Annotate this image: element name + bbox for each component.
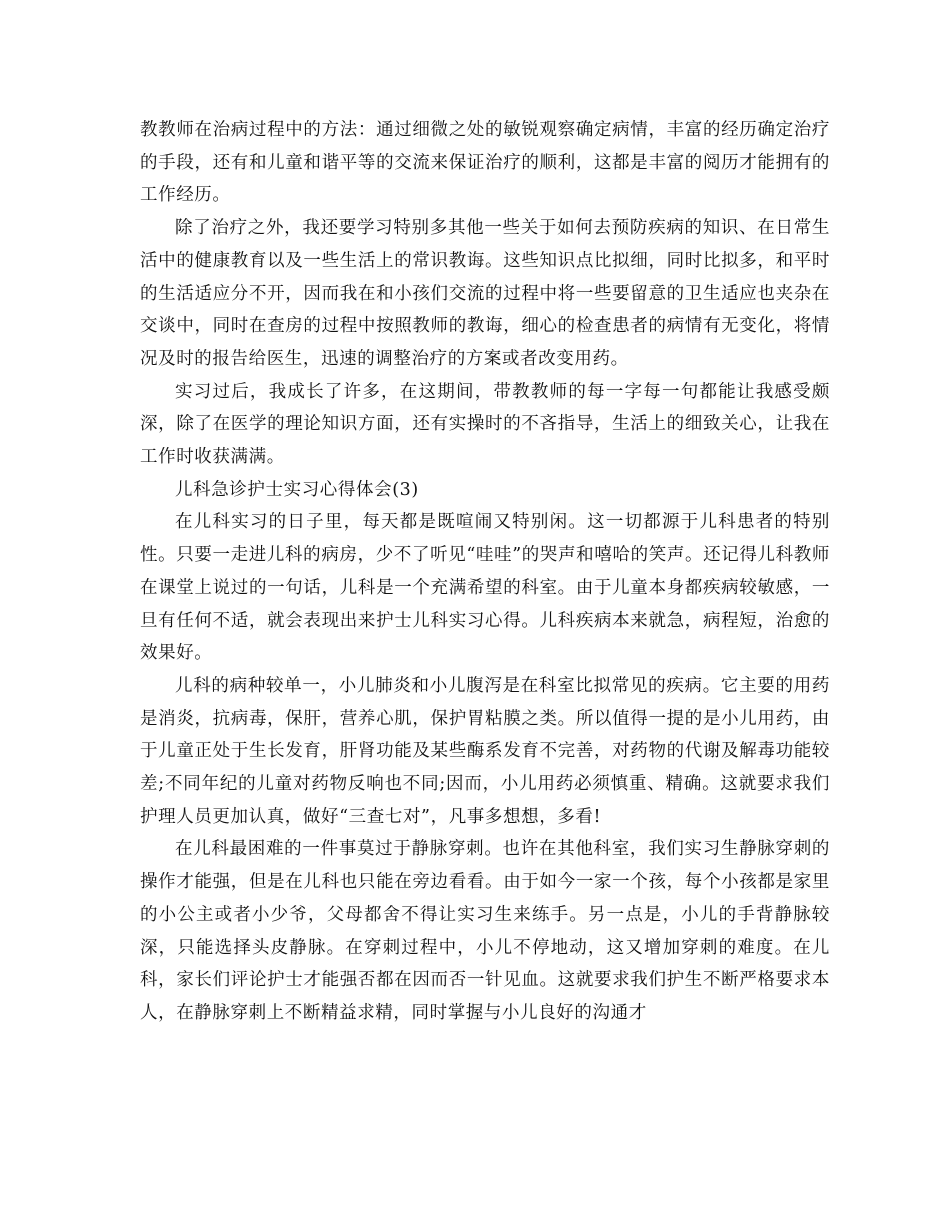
paragraph-5: 儿科的病种较单一，小儿肺炎和小儿腹泻是在科室比拟常见的疾病。它主要的用药是消炎，抗病毒，保肝，营养心肌，保护胃粘膜之类。所以值得一提的是小儿用药，由于儿童正处于生长发育，肝肾功能及某些酶系发育不完善，对药物的代谢及解毒功能较差;不同年纪的儿童对药物反响也不同;因而，小儿用药必须慎重、精确。这就要求我们护理人员更加认真，做好“三查七对”，凡事多想想，多看!	[140, 675, 830, 827]
paragraph-6: 在儿科最困难的一件事莫过于静脉穿刺。也许在其他科室，我们实习生静脉穿刺的操作才能强，但是在儿科也只能在旁边看看。由于如今一家一个孩，每个小孩都是家里的小公主或者小少爷，父母都舍不得让实习生来练手。另一点是，小儿的手背静脉较深，只能选择头皮静脉。在穿刺过程中，小儿不停地动，这又增加穿刺的难度。在儿科，家长们评论护士才能强否都在因而否一针见血。这就要求我们护生不断严格要求本人，在静脉穿刺上不断精益求精，同时掌握与小儿良好的沟通才	[140, 839, 830, 1023]
document-body	[140, 114, 830, 1030]
paragraph-3: 实习过后，我成长了许多，在这期间，带教教师的每一字每一句都能让我感受颇深，除了在医学的理论知识方面，还有实操时的不吝指导，生活上的细致关心，让我在工作时收获满满。	[140, 381, 830, 468]
section-heading: 儿科急诊护士实习心得体会(3)	[175, 479, 419, 500]
paragraph-1: 教教师在治病过程中的方法：通过细微之处的敏锐观察确定病情，丰富的经历确定治疗的手段，还有和儿童和谐平等的交流来保证治疗的顺利，这都是丰富的阅历才能拥有的工作经历。	[140, 120, 830, 206]
paragraph-2: 除了治疗之外，我还要学习特别多其他一些关于如何去预防疾病的知识、在日常生活中的健康教育以及一些生活上的常识教诲。这些知识点比拟细，同时比拟多，和平时的生活适应分不开，因而我在和小孩们交流的过程中将一些要留意的卫生适应也夹杂在交谈中，同时在查房的过程中按照教师的教诲，细心的检查患者的病情有无变化，将情况及时的报告给医生，迅速的调整治疗的方案或者改变用药。	[140, 218, 830, 369]
paragraph-4: 在儿科实习的日子里，每天都是既喧闹又特别闲。这一切都源于儿科患者的特别性。只要一走进儿科的病房，少不了听见“哇哇”的哭声和嘻哈的笑声。还记得儿科教师在课堂上说过的一句话，儿科是一个充满希望的科室。由于儿童本身都疾病较敏感，一旦有任何不适，就会表现出来护士儿科实习心得。儿科疾病本来就急，病程短，治愈的效果好。	[140, 512, 830, 664]
